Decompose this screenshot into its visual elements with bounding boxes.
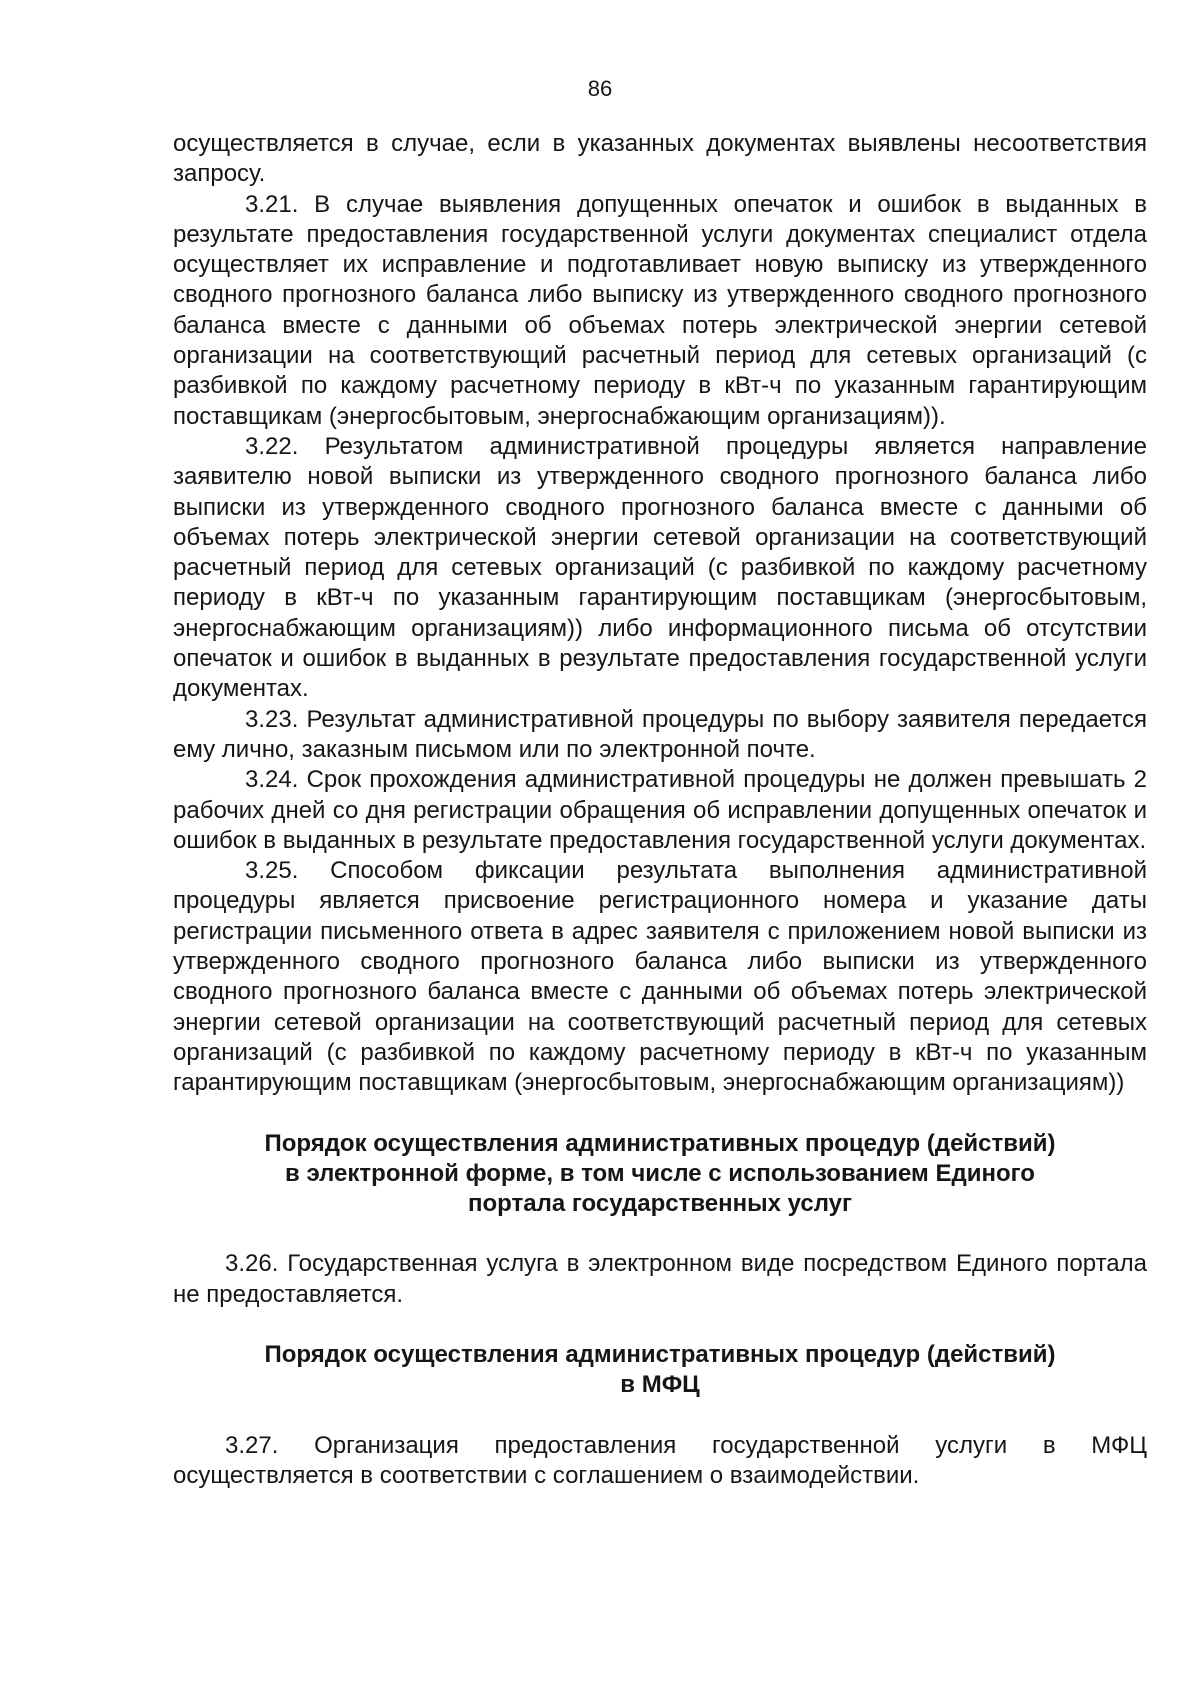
page-number: 86 <box>587 76 613 101</box>
heading-line: Порядок осуществления административных процедур (действий) <box>264 1340 1056 1368</box>
document-body <box>173 129 1147 1491</box>
section-heading-mfc <box>173 1340 1147 1401</box>
heading-line: в электронной форме, в том числе с использованием Единого <box>285 1159 1035 1187</box>
section-heading-electronic-form <box>173 1129 1147 1220</box>
paragraph-continuation: осуществляется в случае, если в указанных документах выявлены несоответствия запросу. <box>173 130 1147 188</box>
paragraph-3-27: 3.27. Организация предоставления государственной услуги в МФЦ осуществляется в соответствии с соглашением о взаимодействии. <box>173 1431 1147 1489</box>
paragraph-3-22: 3.22. Результатом административной процедуры является направление заявителю новой выписки из утвержденного сводного прогнозного баланса либо выписки из утвержденного сводного прогнозного баланса вместе с данными об объемах потерь электрической энергии сетевой организации на соответствующий расчетный период для сетевых организаций (с разбивкой по каждому расчетному периоду в кВт-ч по указанным гарантирующим поставщикам (энергосбытовым, энергоснабжающим организациям)) либо информационного письма об отсутствии опечаток и ошибок в выданных в результате предоставления государственной услуги документах. <box>173 432 1147 703</box>
heading-line: в МФЦ <box>620 1371 700 1399</box>
paragraph-3-23: 3.23. Результат административной процедуры по выбору заявителя передается ему лично, заказным письмом или по электронной почте. <box>173 705 1147 763</box>
paragraph-3-24: 3.24. Срок прохождения административной процедуры не должен превышать 2 рабочих дней со дня регистрации обращения об исправлении допущенных опечаток и ошибок в выданных в результате предоставления государственной услуги документах. <box>173 766 1147 854</box>
paragraph-3-26: 3.26. Государственная услуга в электронном виде посредством Единого портала не предоставляется. <box>173 1250 1147 1308</box>
heading-line: портала государственных услуг <box>468 1190 852 1218</box>
heading-line: Порядок осуществления административных процедур (действий) <box>264 1129 1056 1157</box>
paragraph-3-25: 3.25. Способом фиксации результата выполнения административной процедуры является присвоение регистрационного номера и указание даты регистрации письменного ответа в адрес заявителя с приложением новой выписки из утвержденного сводного прогнозного баланса либо выписки из утвержденного сводного прогнозного баланса вместе с данными об объемах потерь электрической энергии сетевой организации на соответствующий расчетный период для сетевых организаций (с разбивкой по каждому расчетному периоду в кВт-ч по указанным гарантирующим поставщикам (энергосбытовым, энергоснабжающим организациям)) <box>173 857 1147 1097</box>
paragraph-3-21: 3.21. В случае выявления допущенных опечаток и ошибок в выданных в результате предоставления государственной услуги документах специалист отдела осуществляет их исправление и подготавливает новую выписку из утвержденного сводного прогнозного баланса либо выписку из утвержденного сводного прогнозного баланса вместе с данными об объемах потерь электрической энергии сетевой организации на соответствующий расчетный период для сетевых организаций (с разбивкой по каждому расчетному периоду в кВт-ч по указанным гарантирующим поставщикам (энергосбытовым, энергоснабжающим организациям)). <box>173 190 1147 430</box>
